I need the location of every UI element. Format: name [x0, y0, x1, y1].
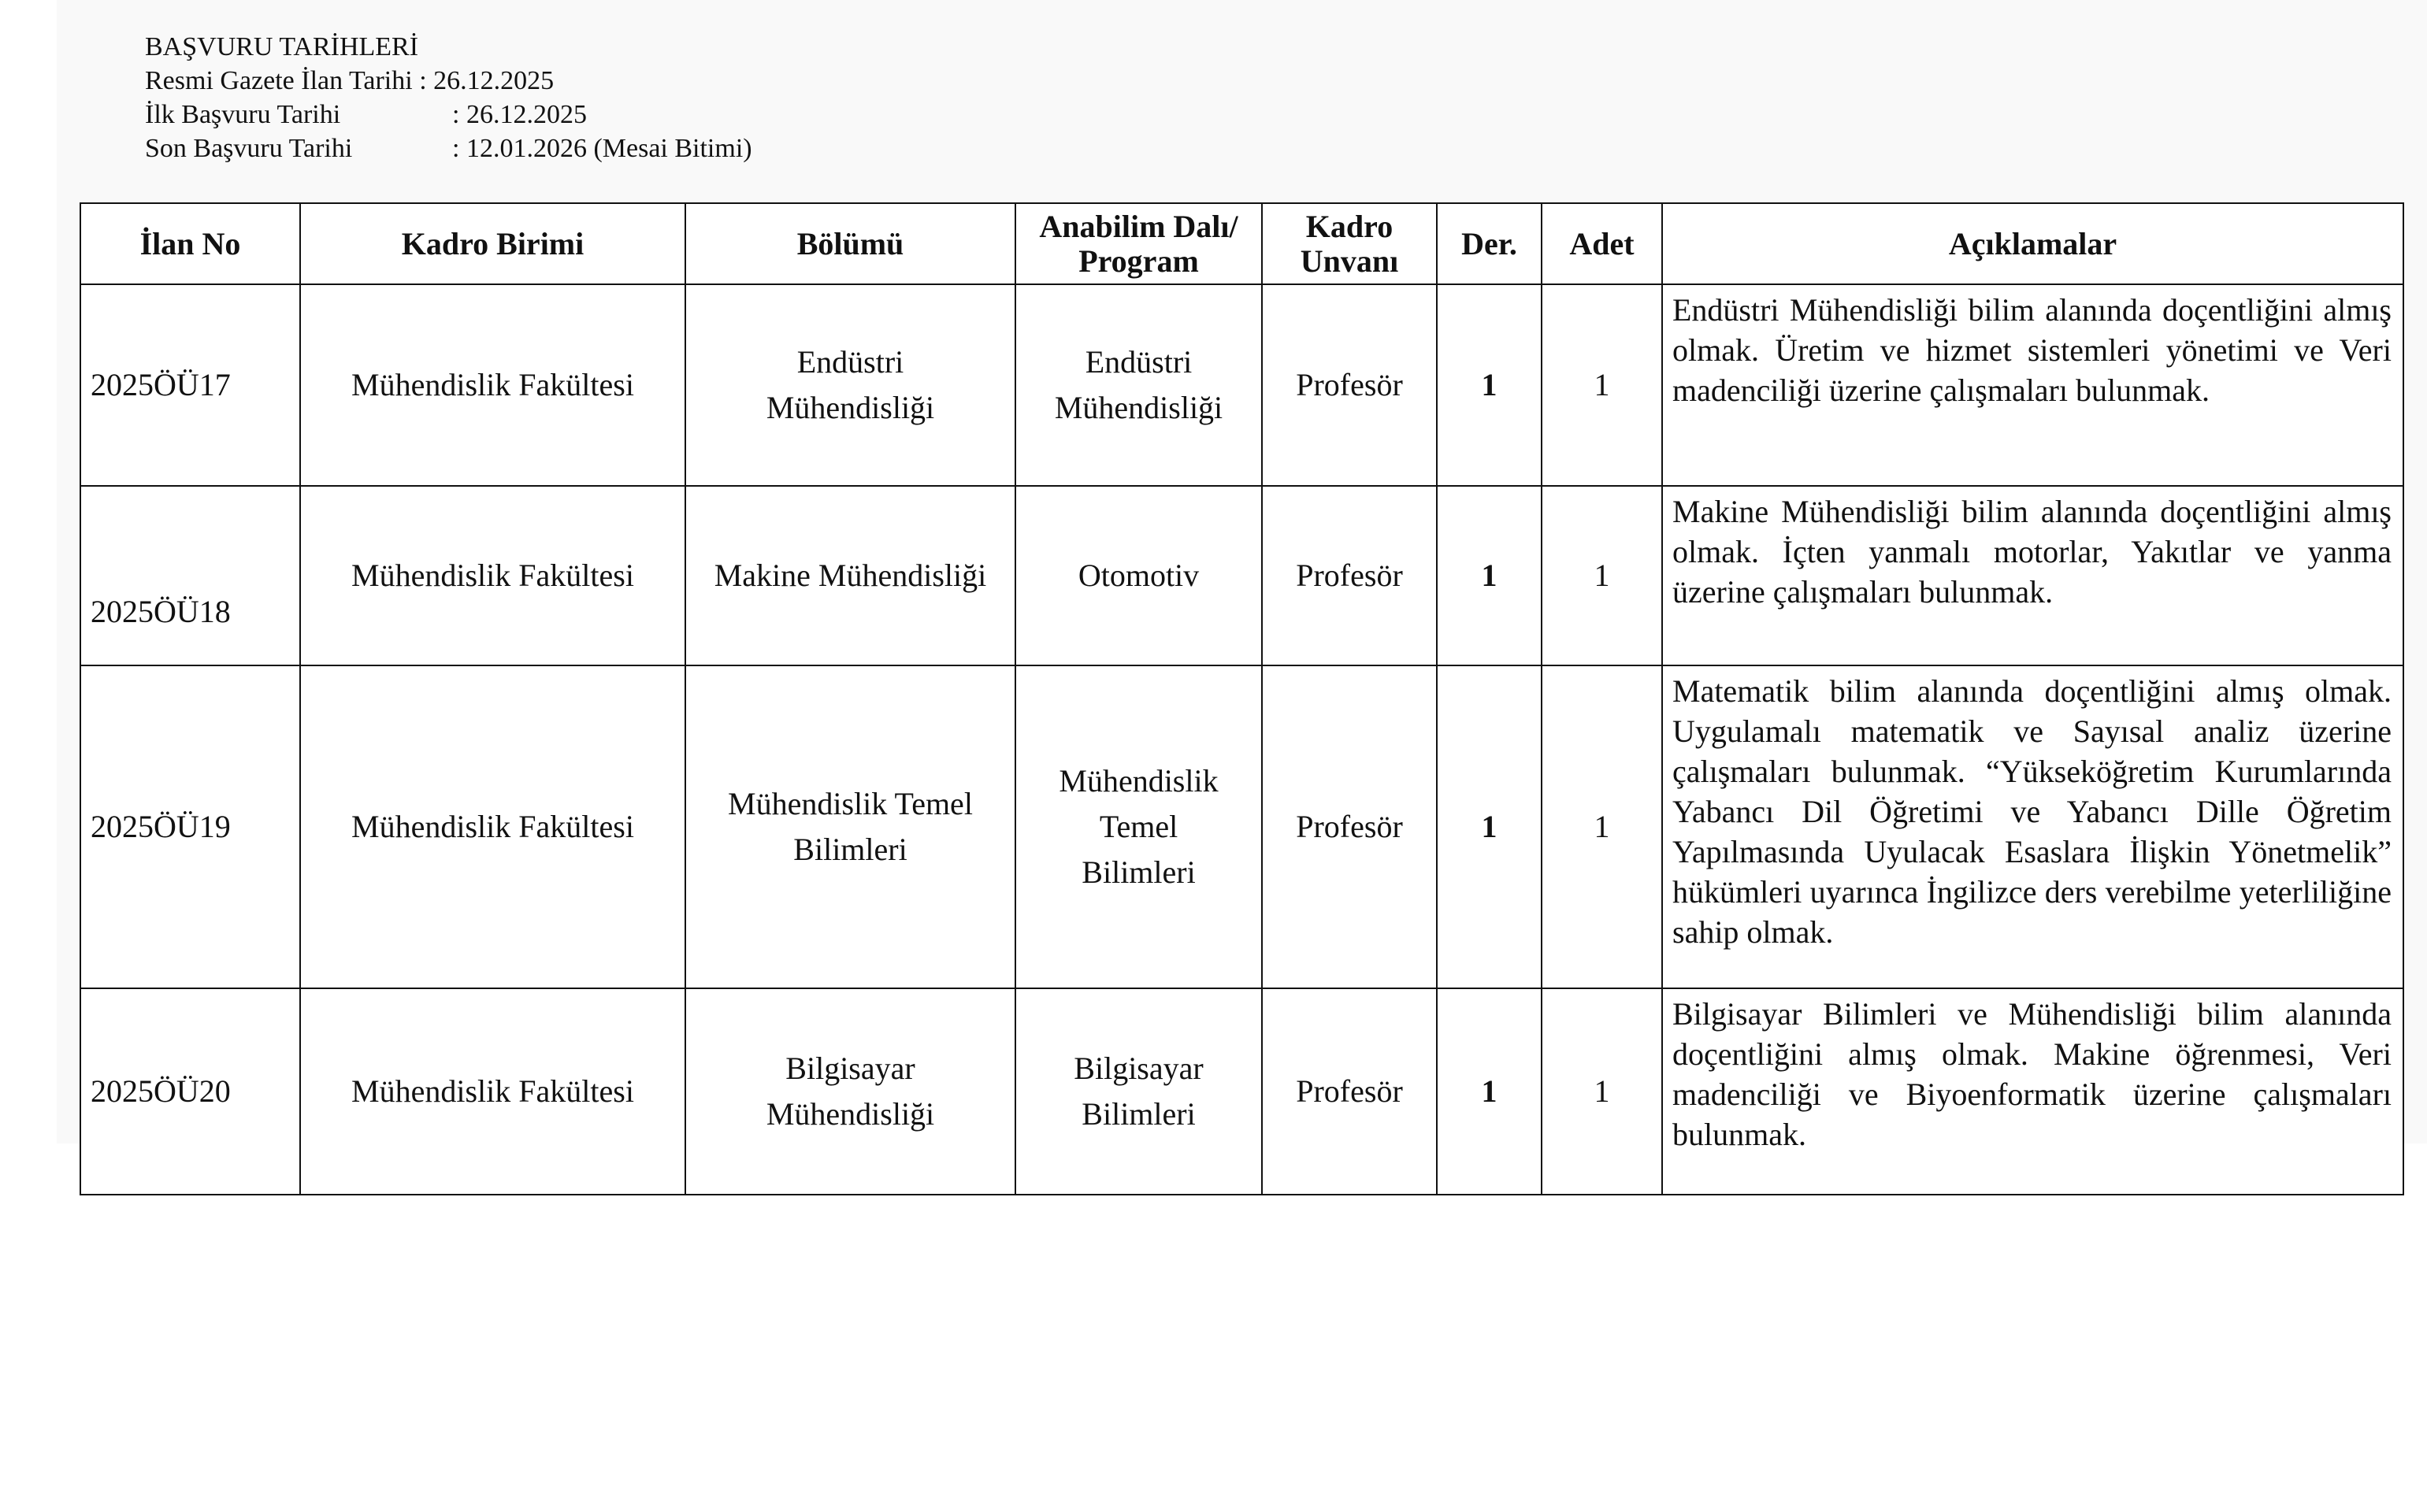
table-header-row	[80, 203, 2403, 284]
cell-bolumu: Makine Mühendisliği	[685, 486, 1015, 665]
cell-anabilim-dali	[1015, 284, 1262, 486]
kadro-table	[80, 202, 2404, 1195]
cell-ilan-no: 2025ÖÜ17	[80, 284, 300, 486]
cell-line: Mühendislik Temel	[728, 786, 973, 821]
cell-der: 1	[1437, 284, 1542, 486]
cell-line: Bilimleri	[793, 832, 907, 867]
cell-line: Endüstri	[796, 344, 904, 380]
cell-kadro-unvani: Profesör	[1262, 665, 1437, 988]
date-value: : 12.01.2026 (Mesai Bitimi)	[452, 134, 752, 163]
cell-adet: 1	[1542, 284, 1662, 486]
ilk-basvuru-row	[145, 98, 752, 132]
cell-anabilim-dali	[1015, 988, 1262, 1195]
header-der: Der.	[1437, 203, 1542, 284]
header-anabilim-dali	[1015, 203, 1262, 284]
cell-line: Bilgisayar	[785, 1051, 915, 1086]
cell-anabilim-dali	[1015, 665, 1262, 988]
date-value	[413, 64, 420, 98]
cell-adet: 1	[1542, 665, 1662, 988]
cell-aciklama: Matematik bilim alanında doçentliğini almış olmak. Uygulamalı matematik ve Sayısal analiz üzerine çalışmaları bulunmak. “Yükseköğretim Kurumlarında Yabancı Dil Öğretimi ve Yabancı Dille Öğretim Yapılmasında Uyulacak Esaslara İlişkin Yönetmelik” hükümleri uyarınca İngilizce ders verebilme yeterliliğine sahip olmak.	[1662, 665, 2403, 988]
header-kadro-birimi: Kadro Birimi	[300, 203, 685, 284]
cell-ilan-no: 2025ÖÜ19	[80, 665, 300, 988]
cell-kadro-birimi: Mühendislik Fakültesi	[300, 284, 685, 486]
header-kadro-unvani	[1262, 203, 1437, 284]
cell-adet: 1	[1542, 988, 1662, 1195]
cell-line: Bilimleri	[1082, 854, 1196, 890]
date-label: İlk Başvuru Tarihi	[145, 100, 341, 129]
date-label: Resmi Gazete İlan Tarihi	[145, 66, 413, 95]
cell-bolumu	[685, 665, 1015, 988]
cell-kadro-birimi: Mühendislik Fakültesi	[300, 665, 685, 988]
header-adet: Adet	[1542, 203, 1662, 284]
cell-line: Mühendisliği	[766, 1096, 935, 1132]
cell-line: Bilimleri	[1082, 1096, 1196, 1132]
header-ilan-no: İlan No	[80, 203, 300, 284]
cell-aciklama: Makine Mühendisliği bilim alanında doçentliğini almış olmak. İçten yanmalı motorlar, Yakıtlar ve yanma üzerine çalışmaları bulunmak.	[1662, 486, 2403, 665]
cell-line: Mühendisliği	[766, 390, 935, 425]
date-label: Son Başvuru Tarihi	[145, 134, 353, 163]
cell-line: Temel	[1099, 809, 1178, 844]
table-row	[80, 486, 2403, 665]
date-value: : 26.12.2025	[452, 100, 587, 129]
cell-aciklama: Endüstri Mühendisliği bilim alanında doçentliğini almış olmak. Üretim ve hizmet sistemleri yönetimi ve Veri madenciliği üzerine çalışmaları bulunmak.	[1662, 284, 2403, 486]
cell-kadro-unvani: Profesör	[1262, 486, 1437, 665]
cell-kadro-unvani: Profesör	[1262, 284, 1437, 486]
date-value: : 26.12.2025	[419, 66, 555, 95]
son-basvuru-row	[145, 132, 752, 165]
cell-kadro-unvani: Profesör	[1262, 988, 1437, 1195]
header-line: Program	[1078, 243, 1199, 279]
table-row	[80, 988, 2403, 1195]
cell-line: Bilgisayar	[1074, 1051, 1204, 1086]
header-bolumu: Bölümü	[685, 203, 1015, 284]
cell-line: Endüstri	[1085, 344, 1193, 380]
header-aciklamalar: Açıklamalar	[1662, 203, 2403, 284]
cell-kadro-birimi: Mühendislik Fakültesi	[300, 486, 685, 665]
header-line: Unvanı	[1300, 243, 1399, 279]
cell-line: Mühendislik	[1059, 763, 1219, 799]
cell-bolumu	[685, 284, 1015, 486]
table-row	[80, 284, 2403, 486]
cell-ilan-no: 2025ÖÜ18	[80, 486, 300, 665]
cell-bolumu	[685, 988, 1015, 1195]
cell-ilan-no: 2025ÖÜ20	[80, 988, 300, 1195]
cell-der: 1	[1437, 486, 1542, 665]
cell-anabilim-dali: Otomotiv	[1015, 486, 1262, 665]
cell-aciklama: Bilgisayar Bilimleri ve Mühendisliği bilim alanında doçentliğini almış olmak. Makine öğrenmesi, Veri madenciliği ve Biyoenformatik üzerine çalışmaları bulunmak.	[1662, 988, 2403, 1195]
cell-kadro-birimi: Mühendislik Fakültesi	[300, 988, 685, 1195]
table-row	[80, 665, 2403, 988]
header-line: Anabilim Dalı/	[1039, 208, 1238, 244]
cell-der: 1	[1437, 988, 1542, 1195]
resmi-gazete-row	[145, 64, 752, 98]
header-line: Kadro	[1305, 208, 1393, 244]
cell-adet: 1	[1542, 486, 1662, 665]
cell-der: 1	[1437, 665, 1542, 988]
cell-line: Mühendisliği	[1054, 390, 1223, 425]
basvuru-tarihleri-block	[145, 30, 752, 165]
basvuru-heading: BAŞVURU TARİHLERİ	[145, 32, 419, 61]
